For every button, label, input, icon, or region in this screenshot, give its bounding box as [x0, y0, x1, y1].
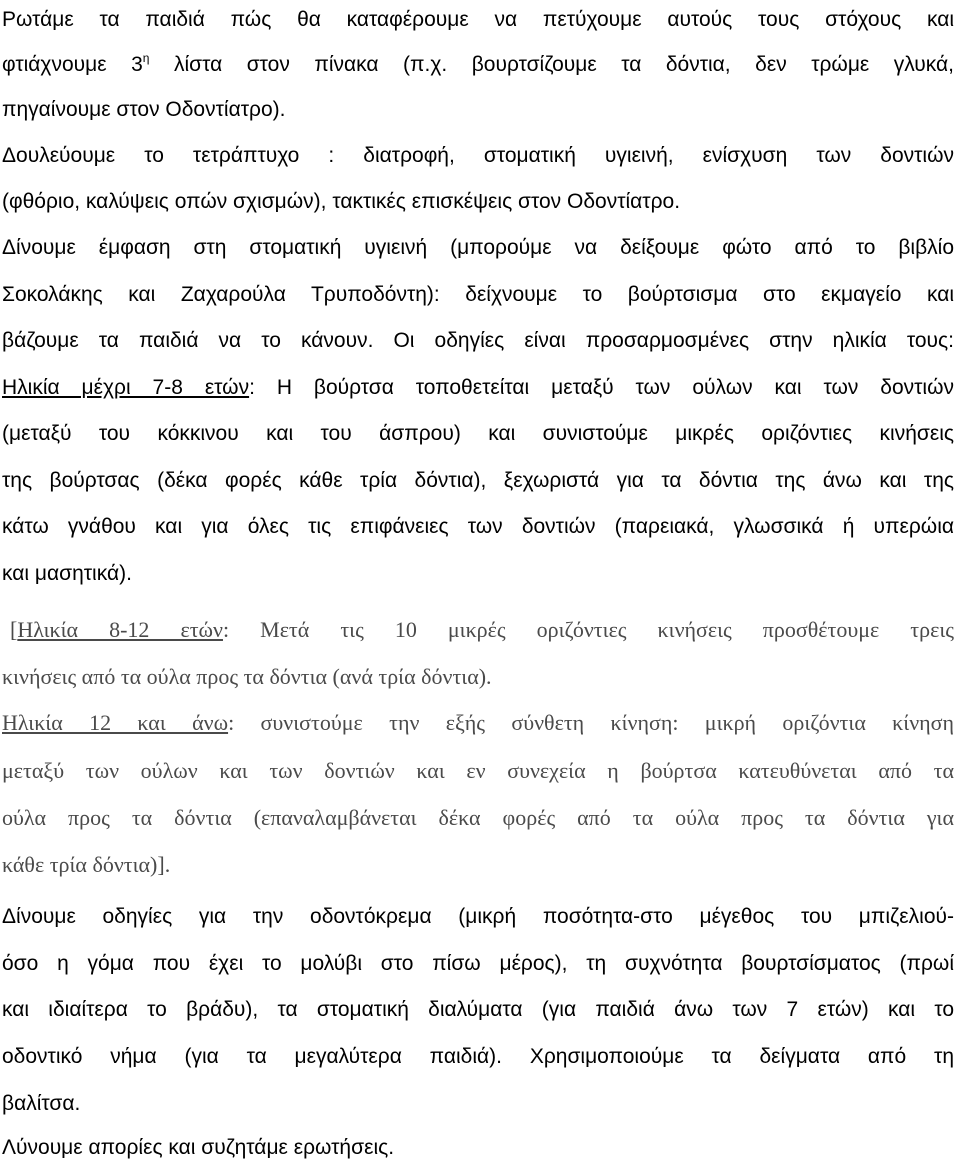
age-group-2-label: Ηλικία 8-12 ετών [17, 617, 223, 642]
superscript-eta: η [142, 51, 150, 65]
age-group-1-heading-line: Ηλικία μέχρι 7-8 ετών: Η βούρτσα τοποθετείται μεταξύ των ούλων και των δοντιών [2, 376, 954, 399]
text-line: (φθόριο, καλύψεις οπών σχισμών), τακτικές επισκέψεις στον Οδοντίατρο. [2, 190, 681, 213]
text-line: Δουλεύουμε το τετράπτυχο : διατροφή, στοματική υγιεινή, ενίσχυση των δοντιών [2, 144, 954, 167]
text-line: φτιάχνουμε $3^\eta$ λίστα στον πίνακα (π.χ. βουρτσίζουμε τα δόντια, δεν τρώμε γλυκά, [2, 51, 954, 76]
text-line: Ρωτάμε τα παιδιά πώς θα καταφέρουμε να πετύχουμε αυτούς τους στόχους και [2, 8, 954, 31]
text-line: και μασητικά). [2, 562, 132, 585]
text-line: βαλίτσα. [2, 1092, 81, 1115]
text-line: βάζουμε τα παιδιά να το κάνουν. Οι οδηγίες είναι προσαρμοσμένες στην ηλικία τους: [2, 329, 954, 352]
text-line: μεταξύ των ούλων και των δοντιών και εν συνεχεία η βούρτσα κατευθύνεται από τα [2, 758, 954, 783]
text-line: κινήσεις από τα ούλα προς τα δόντια (ανά τρία δόντια). [2, 664, 492, 689]
age-group-2-heading-line: [Ηλικία 8-12 ετών: Μετά τις 10 μικρές οριζόντιες κινήσεις προσθέτουμε τρεις [10, 617, 954, 642]
text-line: Λύνουμε απορίες και συζητάμε ερωτήσεις. [2, 1136, 395, 1159]
text-line: οδοντικό νήμα (για τα μεγαλύτερα παιδιά). Χρησιμοποιούμε τα δείγματα από τη [2, 1045, 954, 1068]
text-line: Δίνουμε έμφαση στη στοματική υγιεινή (μπορούμε να δείξουμε φώτο από το βιβλίο [2, 236, 954, 259]
age-group-3-label: Ηλικία 12 και άνω [2, 710, 229, 735]
text-line: κάτω γνάθου και για όλες τις επιφάνειες των δοντιών (παρειακά, γλωσσικά ή υπερώια [2, 515, 954, 538]
text-line: κάθε τρία δόντια)]. [2, 852, 171, 877]
age-group-3-heading-line: Ηλικία 12 και άνω: συνιστούμε την εξής σύνθετη κίνηση: μικρή οριζόντια κίνηση [2, 710, 955, 735]
text-line: πηγαίνουμε στον Οδοντίατρο). [2, 98, 286, 121]
age-group-1-label: Ηλικία μέχρι 7-8 ετών [2, 376, 250, 399]
text-line: και ιδιαίτερα το βράδυ), τα στοματική διαλύματα (για παιδιά άνω των 7 ετών) και το [2, 998, 954, 1021]
text-line: όσο η γόμα που έχει το μολύβι στο πίσω μέρος), τη συχνότητα βουρτσίσματος (πρωί [2, 952, 954, 975]
text-line: Σοκολάκης και Ζαχαρούλα Τρυποδόντη): δείχνουμε το βούρτσισμα στο εκμαγείο και [2, 283, 954, 306]
text-line: ούλα προς τα δόντια (επαναλαμβάνεται δέκα φορές από τα ούλα προς τα δόντια για [2, 805, 954, 830]
text-line: της βούρτσας (δέκα φορές κάθε τρία δόντια), ξεχωριστά για τα δόντια της άνω και της [2, 469, 954, 492]
text-line: (μεταξύ του κόκκινου και του άσπρου) και συνιστούμε μικρές οριζόντιες κινήσεις [2, 422, 954, 445]
text-line: Δίνουμε οδηγίες για την οδοντόκρεμα (μικρή ποσότητα-στο μέγεθος του μπιζελιού- [2, 905, 954, 928]
